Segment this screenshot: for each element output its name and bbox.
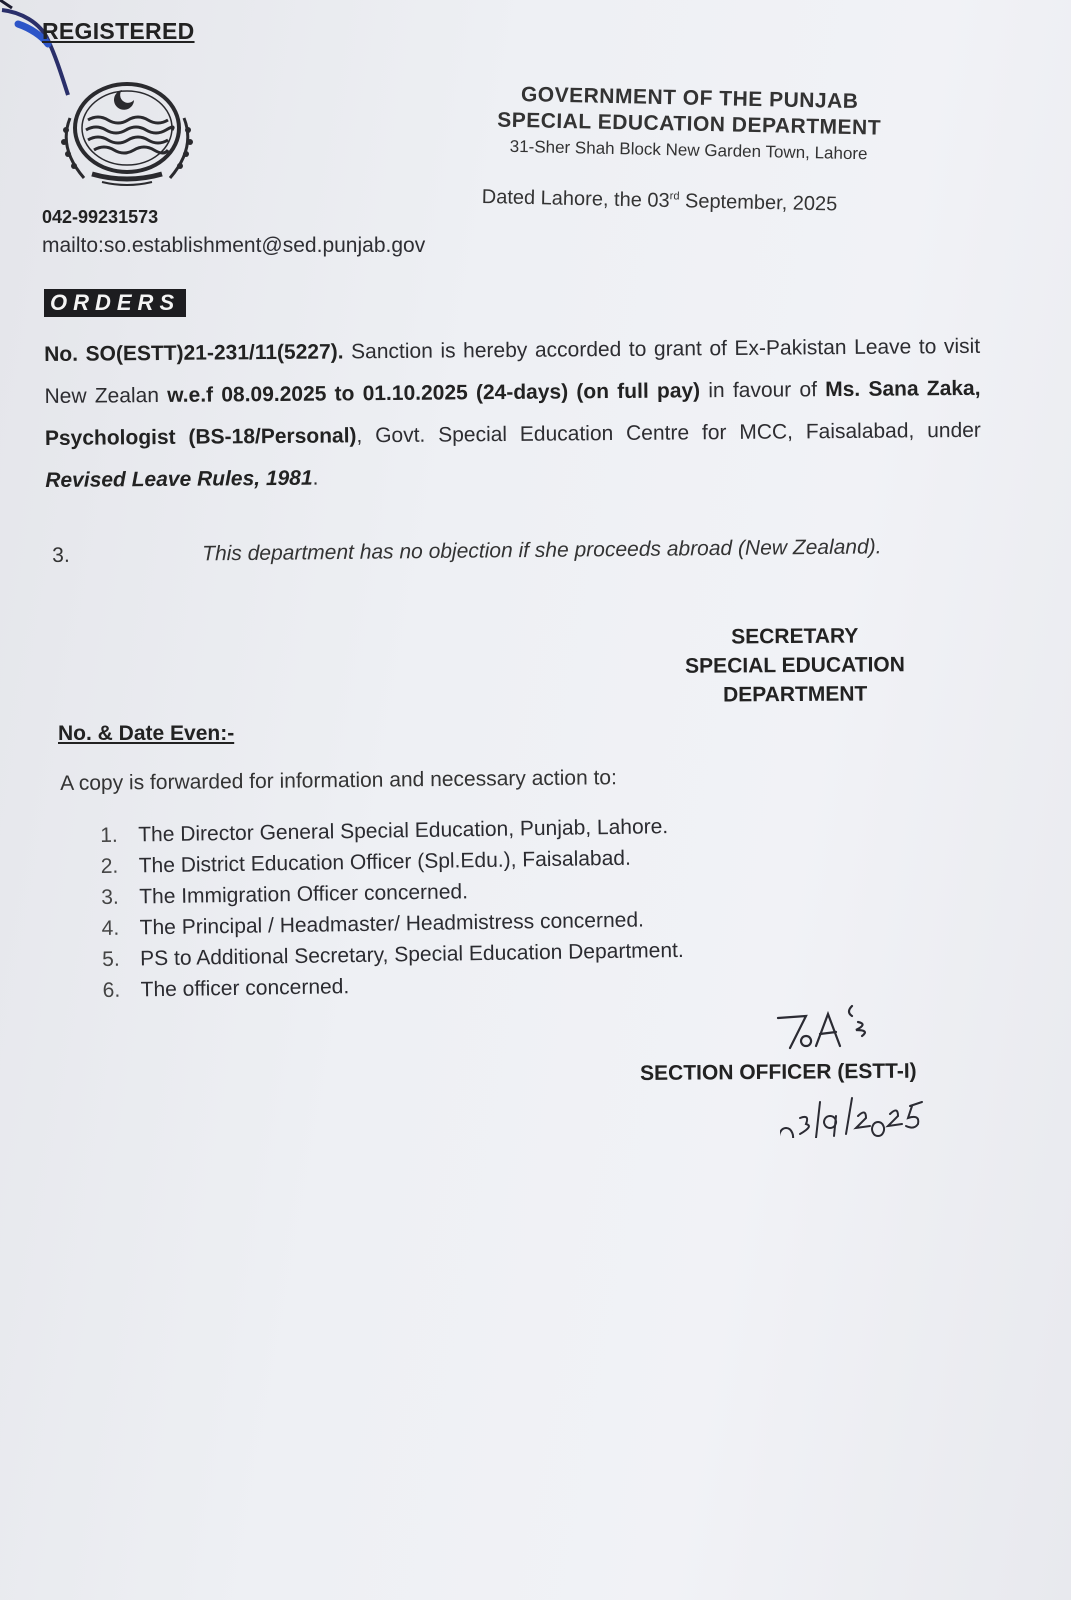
orders-heading: ORDERS (44, 289, 186, 317)
leave-period: w.e.f 08.09.2025 to 01.10.2025 (24-days) (on full pay) (167, 379, 701, 407)
secretary-signature-block: SECRETARY SPECIAL EDUCATION DEPARTMENT (685, 624, 905, 707)
handwritten-signature (770, 1000, 910, 1060)
dated-line: Dated Lahore, the 03rd September, 2025 (481, 186, 838, 216)
letterhead (468, 82, 909, 165)
order-paragraph: No. SO(ESTT)21-231/11(5227). Sanction is hereby accorded to grant of Ex-Pakistan Leave to visit New Zealan w.e.f 08.09.2025 to 01.10.2025 (24-days) (on full pay) in favour of Ms. Sana Zaka, Psychologist (BS-18/Personal), Govt. Special Education Centre for MCC, Faisalabad, under Revised Leave Rules, 1981. (44, 334, 981, 492)
government-title: GOVERNMENT OF THE PUNJAB (520, 83, 859, 114)
department-title: SPECIAL EDUCATION DEPARTMENT (497, 108, 882, 140)
punjab-government-seal (52, 78, 202, 198)
leave-rules: Revised Leave Rules, 1981 (45, 466, 313, 492)
list-item: 5. PS to Additional Secretary, Special Education Department. (102, 938, 684, 971)
officer-name: Ms. Sana Zaka, Psychologist (BS-18/Personal) (44, 376, 981, 450)
list-item: 1. The Director General Special Education, Punjab, Lahore. (100, 815, 669, 847)
email-link[interactable]: mailto:so.establishment@sed.punjab.gov (42, 234, 426, 257)
handwritten-date (780, 1088, 940, 1138)
recipients-list (100, 809, 823, 1006)
no-date-even: No. & Date Even:- (58, 722, 235, 745)
list-item: 6. The officer concerned. (102, 975, 350, 1002)
department-address: 31-Sher Shah Block New Garden Town, Lahore (509, 136, 868, 164)
phone-number: 042-99231573 (42, 207, 159, 227)
section-officer-title: SECTION OFFICER (ESTT-I) (640, 1059, 917, 1085)
list-item: 3. The Immigration Officer concerned. (101, 880, 469, 909)
list-item: 4. The Principal / Headmaster/ Headmistress concerned. (101, 908, 645, 940)
list-item: 2. The District Education Officer (Spl.Edu.), Faisalabad. (100, 846, 632, 878)
registered-label: REGISTERED (42, 18, 195, 44)
order-number: No. SO(ESTT)21-231/11(5227). (44, 340, 344, 366)
paragraph-3: 3. This department has no objection if she proceeds abroad (New Zealand). (52, 535, 882, 567)
copy-forwarded-intro: A copy is forwarded for information and necessary action to: (60, 766, 618, 795)
